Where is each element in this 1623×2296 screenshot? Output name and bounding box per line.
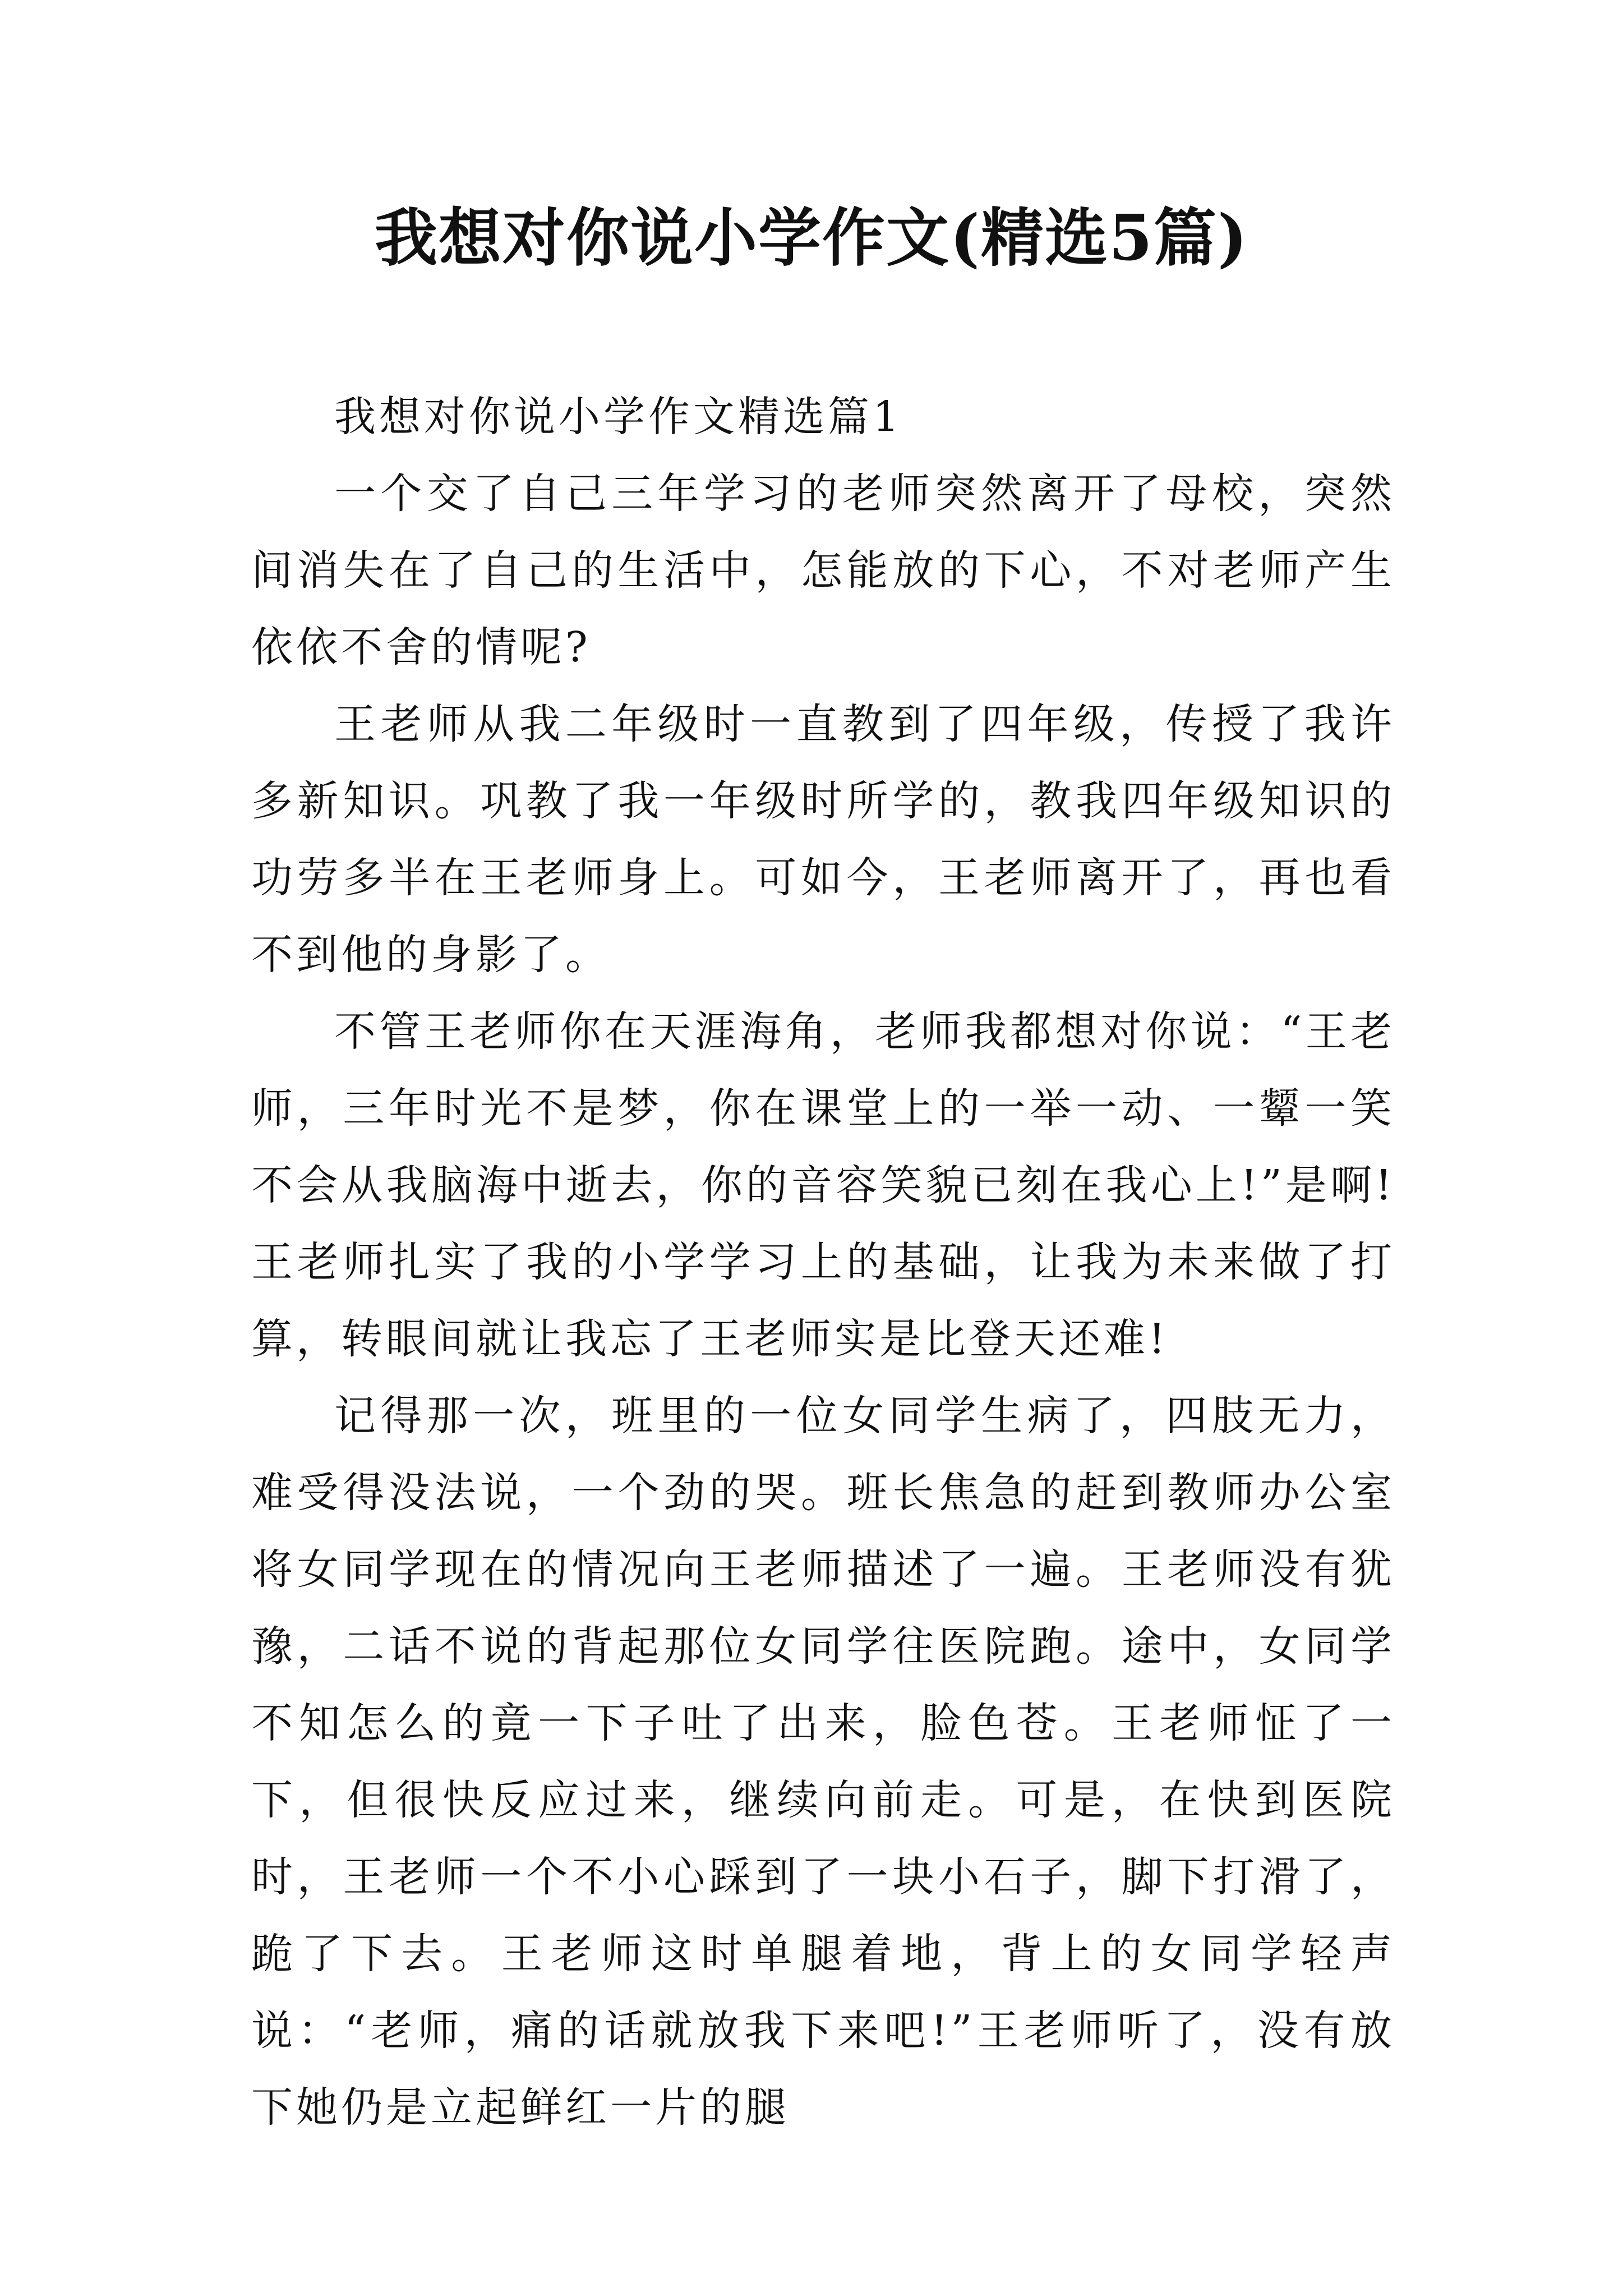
document-title: 我想对你说小学作文(精选5篇) bbox=[375, 201, 1248, 275]
paragraph: 记得那一次，班里的一位女同学生病了，四肢无力，难受得没法说，一个劲的哭。班长焦急的赶到教师办公室将女同学现在的情况向王老师描述了一遍。王老师没有犹豫，二话不说的背起那位女同学往医院跑。途中，女同学不知怎么的竟一下子吐了出来，脸色苍。王老师怔了一下，但很快反应过来，继续向前走。可是，在快到医院时，王老师一个不小心踩到了一块小石子，脚下打滑了，跪了下去。王老师这时单腿着地，背上的女同学轻声说：“老师，痛的话就放我下来吧!”王老师听了，没有放下她仍是立起鲜红一片的腿 bbox=[251, 1392, 1395, 2132]
paragraph: 王老师从我二年级时一直教到了四年级，传授了我许多新知识。巩教了我一年级时所学的，教我四年级知识的功劳多半在王老师身上。可如今，王老师离开了，再也看不到他的身影了。 bbox=[251, 700, 1395, 979]
paragraph: 一个交了自己三年学习的老师突然离开了母校，突然间消失在了自己的生活中，怎能放的下心，不对老师产生依依不舍的情呢? bbox=[251, 470, 1395, 671]
paragraph: 不管王老师你在天涯海角，老师我都想对你说：“王老师，三年时光不是梦，你在课堂上的一举一动、一颦一笑不会从我脑海中逝去，你的音容笑貌已刻在我心上!”是啊!王老师扎实了我的小学学习上的基础，让我为未来做了打算，转眼间就让我忘了王老师实是比登天还难! bbox=[251, 1007, 1395, 1363]
section-heading: 我想对你说小学作文精选篇1 bbox=[334, 393, 903, 441]
document-body bbox=[251, 379, 1395, 2146]
